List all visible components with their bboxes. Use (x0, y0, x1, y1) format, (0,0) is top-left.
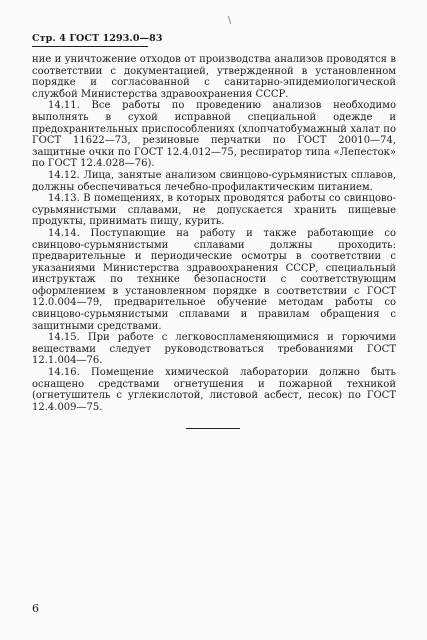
page-number: 6 (32, 602, 39, 615)
body-text (32, 54, 396, 413)
end-rule (186, 428, 240, 429)
paragraph-14-13: 14.13. В помещениях, в которых проводятся работы со свинцово-сурьмянистыми сплавами, не допускается хранить пищевые продукты, принимать пищу, курить. (32, 193, 396, 228)
paragraph-continuation: ние и уничтожение отходов от производства анализов проводятся в соответствии с документацией, утвержденной в установленном порядке и согласованной с санитарно-эпидемиологической службой Министерства здравоохранения СССР. (32, 54, 396, 100)
header-rule (32, 46, 148, 47)
paragraph-14-15: 14.15. При работе с легковоспламеняющимися и горючими веществами следует руководствоваться требованиями ГОСТ 12.1.004—76. (32, 332, 396, 367)
paragraph-14-12: 14.12. Лица, занятые анализом свинцово-сурьмянистых сплавов, должны обеспечиваться лечебно-профилактическим питанием. (32, 169, 396, 193)
scan-mark: \ (228, 16, 232, 26)
paragraph-14-14: 14.14. Поступающие на работу и также работающие со свинцово-сурьмянистыми сплавами должны проходить: предварительные и периодические осмотры в соответствии с указаниями Министерства здравоохранения СССР, специальный инструктаж по технике безопасности с соответствующим оформлением в установленном порядке в соответствии с ГОСТ 12.0.004—79, предварительное обучение методам работы со свинцово-сурьмянистыми сплавами и правилам обращения с защитными средствами. (32, 227, 396, 332)
running-head: Стр. 4 ГОСТ 1293.0—83 (32, 33, 163, 44)
paragraph-14-16: 14.16. Помещение химической лаборатории должно быть оснащено средствами огнетушения и пожарной техникой (огнетушитель с углекислотой, листовой асбест, песок) по ГОСТ 12.4.009—75. (32, 367, 396, 413)
paragraph-14-11: 14.11. Все работы по проведению анализов необходимо выполнять в сухой исправной специальной одежде и предохранительных приспособлениях (хлопчатобумажный халат по ГОСТ 11622—73, резиновые перчатки по ГОСТ 20010—74, защитные очки по ГОСТ 12.4.012—75, респиратор типа «Лепесток» по ГОСТ 12.4.028—76). (32, 100, 396, 170)
